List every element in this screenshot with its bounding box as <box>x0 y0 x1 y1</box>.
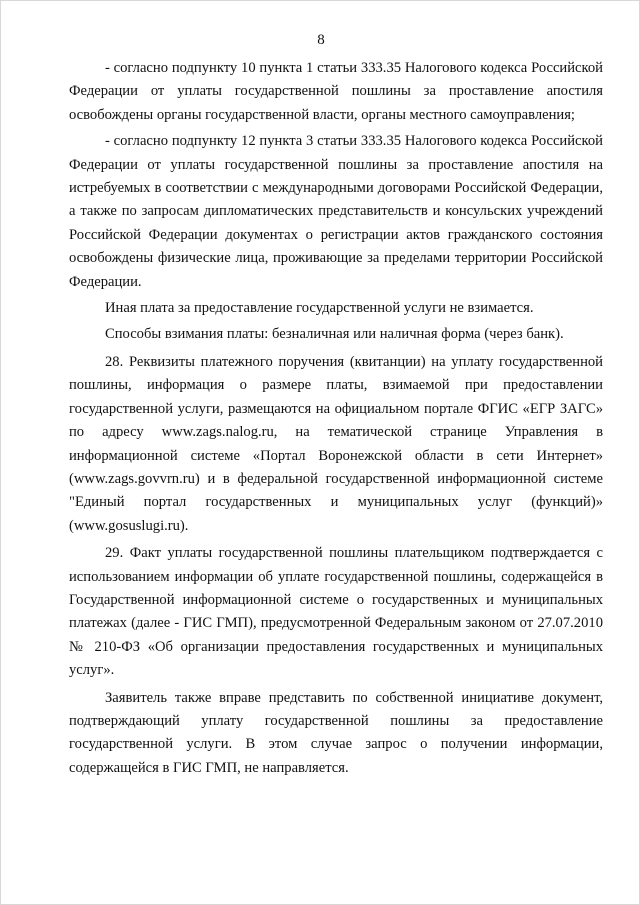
paragraph-applicant-right: Заявитель также вправе представить по собственной инициативе документ, подтверждающий уплату государственной пошлины за предоставление государственной услуги. В этом случае запрос о получении информации, содержащейся в ГИС ГМП, не направляется. <box>69 689 603 776</box>
document-body <box>69 57 603 783</box>
paragraph-payment-methods: Способы взимания платы: безналичная или наличная форма (через банк). <box>105 326 564 343</box>
paragraph-exemption-subpoint-10: - согласно подпункту 10 пункта 1 статьи 333.35 Налогового кодекса Российской Федерации от уплаты государственной пошлины за проставление апостиля освобождены органы государственной власти, органы местного самоуправления; <box>69 60 603 123</box>
paragraph-item-28: 28. Реквизиты платежного поручения (квитанции) на уплату государственной пошлины, информация о размере платы, взимаемой при предоставлении государственной услуги, размещаются на официальном портале ФГИС «ЕГР ЗАГС» по адресу www.zags.nalog.ru, на тематической странице Управления в информационной системе «Портал Воронежской области в сети Интернет» (www.zags.govvrn.ru) и в федеральной государственной информационной системе "Единый портал государственных и муниципальных услуг (функций)» (www.gosuslugi.ru). <box>69 353 603 534</box>
page-number: 8 <box>317 32 325 48</box>
paragraph-exemption-subpoint-12: - согласно подпункту 12 пункта 3 статьи 333.35 Налогового кодекса Российской Федерации от уплаты государственной пошлины за проставление апостиля на истребуемых в соответствии с международными договорами Российской Федерации, а также по запросам дипломатических представительств и консульских учреждений Российской Федерации документах о регистрации актов гражданского состояния освобождены физические лица, проживающие за пределами территории Российской Федерации. <box>69 133 603 290</box>
paragraph-no-other-fee: Иная плата за предоставление государственной услуги не взимается. <box>105 300 534 317</box>
paragraph-item-29: 29. Факт уплаты государственной пошлины плательщиком подтверждается с использованием информации об уплате государственной пошлины, содержащейся в Государственной информационной системе о государственных и муниципальных платежах (далее - ГИС ГМП), предусмотренной Федеральным законом от 27.07.2010 № 210-ФЗ «Об организации предоставления государственных и муниципальных услуг». <box>69 545 603 679</box>
